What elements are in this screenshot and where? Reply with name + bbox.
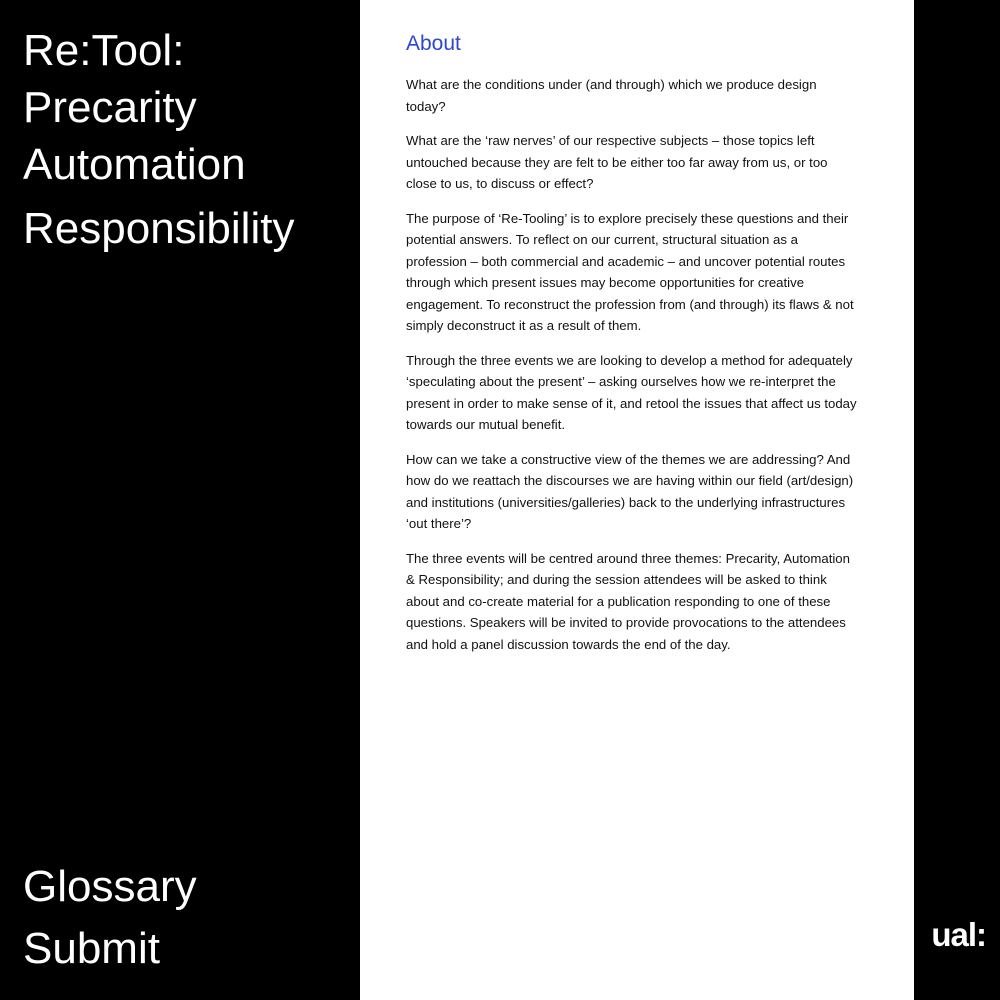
- nav-link-precarity[interactable]: Precarity: [23, 83, 197, 132]
- about-paragraph: How can we take a constructive view of the themes we are addressing? And how do we reattach the discourses we are having within our field (art/design) and institutions (universities/galleries) back to the underlying infrastructures ‘out there’?: [406, 451, 854, 531]
- about-heading: About: [406, 32, 461, 55]
- right-strip: [914, 0, 1000, 1000]
- nav-link-glossary[interactable]: Glossary: [23, 862, 197, 911]
- nav-link-automation[interactable]: Automation: [23, 140, 246, 189]
- about-section: [406, 30, 858, 668]
- about-paragraph: Through the three events we are looking to develop a method for adequately ‘speculating about the present’ – asking ourselves how we re-interpret the present in order to make sense of it, and retool the issues that affect us today towards our mutual benefit.: [406, 352, 857, 432]
- nav-link-responsibility[interactable]: Responsibility: [23, 204, 295, 253]
- about-paragraph: What are the ‘raw nerves’ of our respective subjects – those topics left untouched because they are felt to be either too far away from us, or too close to us, to discuss or effect?: [406, 133, 828, 191]
- main-content: [360, 0, 914, 1000]
- about-paragraph: The three events will be centred around three themes: Precarity, Automation & Responsibility; and during the session attendees will be asked to think about and co-create material for a publication responding to one of these questions. Speakers will be invited to provide provocations to the attendees and hold a panel discussion towards the end of the day.: [406, 550, 850, 652]
- sidebar: [0, 0, 360, 1000]
- site-title-link[interactable]: Re:Tool:: [23, 26, 185, 75]
- nav-link-submit[interactable]: Submit: [23, 924, 160, 973]
- about-paragraph: The purpose of ‘Re-Tooling’ is to explore precisely these questions and their potential answers. To reflect on our current, structural situation as a profession – both commercial and academic – and uncover potential routes through which present issues may become opportunities for creative engagement. To reconstruct the profession from (and through) its flaws & not simply deconstruct it as a result of them.: [406, 210, 854, 333]
- ual-logo[interactable]: ual:: [931, 916, 986, 953]
- about-paragraph: What are the conditions under (and through) which we produce design today?: [406, 77, 817, 114]
